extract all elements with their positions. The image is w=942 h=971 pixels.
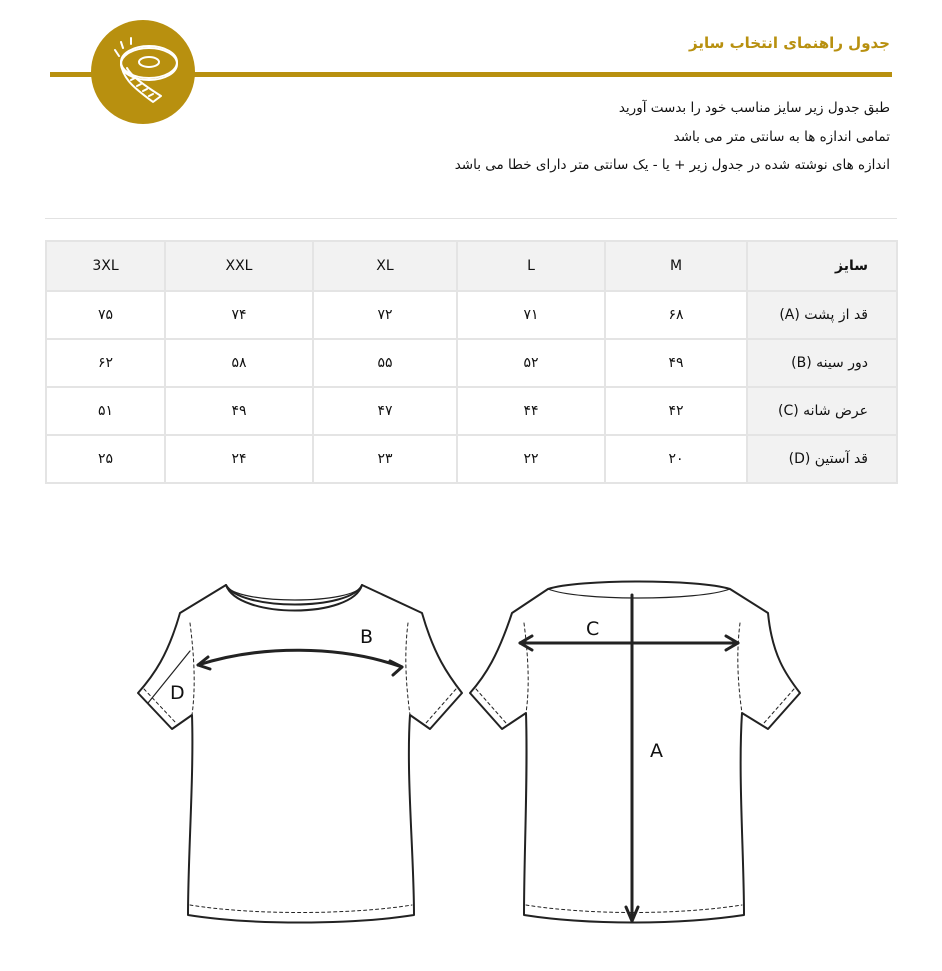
table-cell: ۷۲ bbox=[313, 291, 457, 339]
table-row bbox=[46, 291, 897, 339]
intro-line: طبق جدول زیر سایز مناسب خود را بدست آورید bbox=[618, 100, 890, 116]
table-row bbox=[46, 339, 897, 387]
size-header-3xl: 3XL bbox=[46, 241, 165, 291]
table-cell: ۴۹ bbox=[165, 387, 313, 435]
table-cell: ۲۰ bbox=[605, 435, 747, 483]
table-row bbox=[46, 387, 897, 435]
table-header-row bbox=[46, 241, 897, 291]
row-label-shoulder: عرض شانه (C) bbox=[747, 387, 897, 435]
row-label-chest: دور سینه (B) bbox=[747, 339, 897, 387]
table-cell: ۶۸ bbox=[605, 291, 747, 339]
intro-line: تمامی اندازه ها به سانتی متر می باشد bbox=[673, 128, 890, 145]
size-header-xxl: XXL bbox=[165, 241, 313, 291]
label-b: B bbox=[360, 626, 374, 648]
table-cell: ۵۱ bbox=[46, 387, 165, 435]
table-cell: ۴۲ bbox=[605, 387, 747, 435]
page-title: جدول راهنمای انتخاب سایز bbox=[689, 34, 890, 52]
row-label-sleeve: قد آستین (D) bbox=[747, 435, 897, 483]
table-cell: ۵۸ bbox=[165, 339, 313, 387]
measuring-tape-icon bbox=[91, 20, 195, 124]
label-c: C bbox=[586, 618, 600, 640]
size-header-xl: XL bbox=[313, 241, 457, 291]
table-cell: ۲۴ bbox=[165, 435, 313, 483]
table-cell: ۷۵ bbox=[46, 291, 165, 339]
table-cell: ۲۵ bbox=[46, 435, 165, 483]
corner-label: سایز bbox=[747, 241, 897, 291]
table-cell: ۵۲ bbox=[457, 339, 605, 387]
tshirt-front-icon bbox=[130, 575, 470, 935]
table-cell: ۴۷ bbox=[313, 387, 457, 435]
table-cell: ۷۴ bbox=[165, 291, 313, 339]
table-row bbox=[46, 435, 897, 483]
size-table bbox=[45, 240, 898, 484]
label-d: D bbox=[170, 682, 185, 704]
size-header-l: L bbox=[457, 241, 605, 291]
intro-text bbox=[455, 94, 890, 180]
table-cell: ۴۹ bbox=[605, 339, 747, 387]
table-cell: ۵۵ bbox=[313, 339, 457, 387]
table-cell: ۷۱ bbox=[457, 291, 605, 339]
section-divider bbox=[45, 218, 897, 219]
tshirt-back-icon bbox=[468, 575, 808, 935]
table-cell: ۴۴ bbox=[457, 387, 605, 435]
table-cell: ۲۲ bbox=[457, 435, 605, 483]
table-cell: ۶۲ bbox=[46, 339, 165, 387]
intro-line: اندازه های نوشته شده در جدول زیر + یا - یک سانتی متر دارای خطا می باشد bbox=[454, 157, 890, 173]
size-header-m: M bbox=[605, 241, 747, 291]
row-label-back-length: قد از پشت (A) bbox=[747, 291, 897, 339]
label-a: A bbox=[650, 740, 663, 762]
table-cell: ۲۳ bbox=[313, 435, 457, 483]
